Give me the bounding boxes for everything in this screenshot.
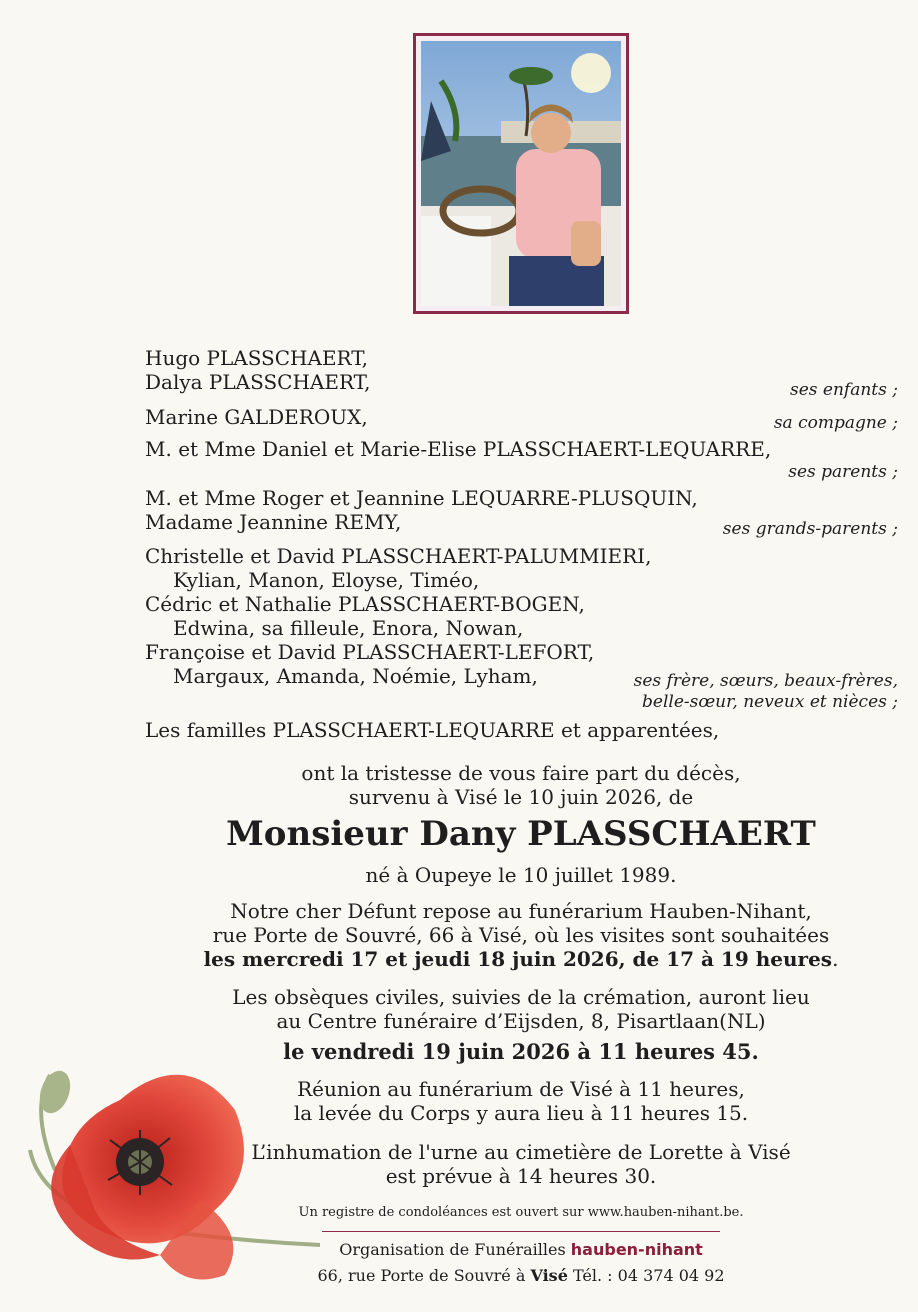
address-street: 66, rue Porte de Souvré à: [317, 1266, 526, 1285]
family-sibling-children-3: Margaux, Amanda, Noémie, Lyham,: [173, 664, 538, 688]
relation-children: ses enfants ;: [790, 380, 898, 400]
visits-dates: les mercredi 17 et jeudi 18 juin 2026, de 17 à 19 heures: [203, 947, 833, 971]
family-parents: M. et Mme Daniel et Marie-Elise PLASSCHAERT-LEQUARRE,: [145, 437, 772, 461]
meeting-line-1: Réunion au funérarium de Visé à 11 heures,: [297, 1077, 745, 1101]
burial-line-1: L’inhumation de l'urne au cimetière de Lorette à Visé: [251, 1140, 791, 1164]
meeting-line-2: la levée du Corps y aura lieu à 11 heures 15.: [293, 1101, 749, 1125]
family-grandparents-1: M. et Mme Roger et Jeannine LEQUARRE-PLUSQUIN,: [145, 486, 698, 510]
visits-line-2: rue Porte de Souvré, 66 à Visé, où les visites sont souhaitées: [212, 923, 830, 947]
family-extended: Les familles PLASSCHAERT-LEQUARRE et apparentées,: [145, 718, 720, 742]
ceremony-line-2: au Centre funéraire d’Eijsden, 8, Pisartlaan(NL): [276, 1009, 766, 1033]
organizer-brand: hauben-nihant: [570, 1240, 703, 1259]
family-sibling-2: Cédric et Nathalie PLASSCHAERT-BOGEN,: [145, 592, 585, 616]
family-partner: Marine GALDEROUX,: [145, 405, 368, 429]
family-sibling-children-2: Edwina, sa filleule, Enora, Nowan,: [173, 616, 524, 640]
visits-line-3: [0, 947, 918, 971]
visits-line-1: Notre cher Défunt repose au funérarium Hauben-Nihant,: [230, 899, 812, 923]
family-sibling-3: Françoise et David PLASSCHAERT-LEFORT,: [145, 640, 595, 664]
family-children-2: Dalya PLASSCHAERT,: [145, 370, 371, 394]
portrait-photo: [413, 33, 629, 314]
deceased-name: Monsieur Dany PLASSCHAERT: [226, 814, 816, 854]
footer-divider: [322, 1231, 720, 1232]
relation-siblings-1: ses frère, sœurs, beaux-frères,: [633, 671, 898, 691]
organizer-label: Organisation de Funérailles: [339, 1240, 566, 1259]
portrait-image: [421, 41, 621, 306]
birth-info: né à Oupeye le 10 juillet 1989.: [365, 863, 677, 887]
family-children-1: Hugo PLASSCHAERT,: [145, 346, 369, 370]
ceremony-line-1: Les obsèques civiles, suivies de la crémation, auront lieu: [232, 985, 810, 1009]
address-city: Visé: [530, 1266, 568, 1285]
burial-line-2: est prévue à 14 heures 30.: [385, 1164, 657, 1188]
relation-siblings-2: belle-sœur, neveux et nièces ;: [642, 692, 898, 712]
relation-grandparents: ses grands-parents ;: [722, 519, 898, 539]
announcement-line-2: survenu à Visé le 10 juin 2026, de: [348, 785, 694, 809]
visits-period: .: [832, 947, 839, 971]
family-sibling-children-1: Kylian, Manon, Eloyse, Timéo,: [173, 568, 480, 592]
family-grandparents-2: Madame Jeannine REMY,: [145, 510, 402, 534]
ceremony-date: le vendredi 19 juin 2026 à 11 heures 45.: [283, 1039, 759, 1064]
organizer-phone: Tél. : 04 374 04 92: [572, 1266, 725, 1285]
family-sibling-1: Christelle et David PLASSCHAERT-PALUMMIERI,: [145, 544, 652, 568]
announcement-line-1: ont la tristesse de vous faire part du décès,: [301, 761, 741, 785]
relation-parents: ses parents ;: [788, 462, 898, 482]
relation-partner: sa compagne ;: [773, 413, 898, 433]
condolence-register: Un registre de condoléances est ouvert sur www.hauben-nihant.be.: [298, 1205, 744, 1220]
poppy-flower-illustration: [0, 1050, 330, 1312]
